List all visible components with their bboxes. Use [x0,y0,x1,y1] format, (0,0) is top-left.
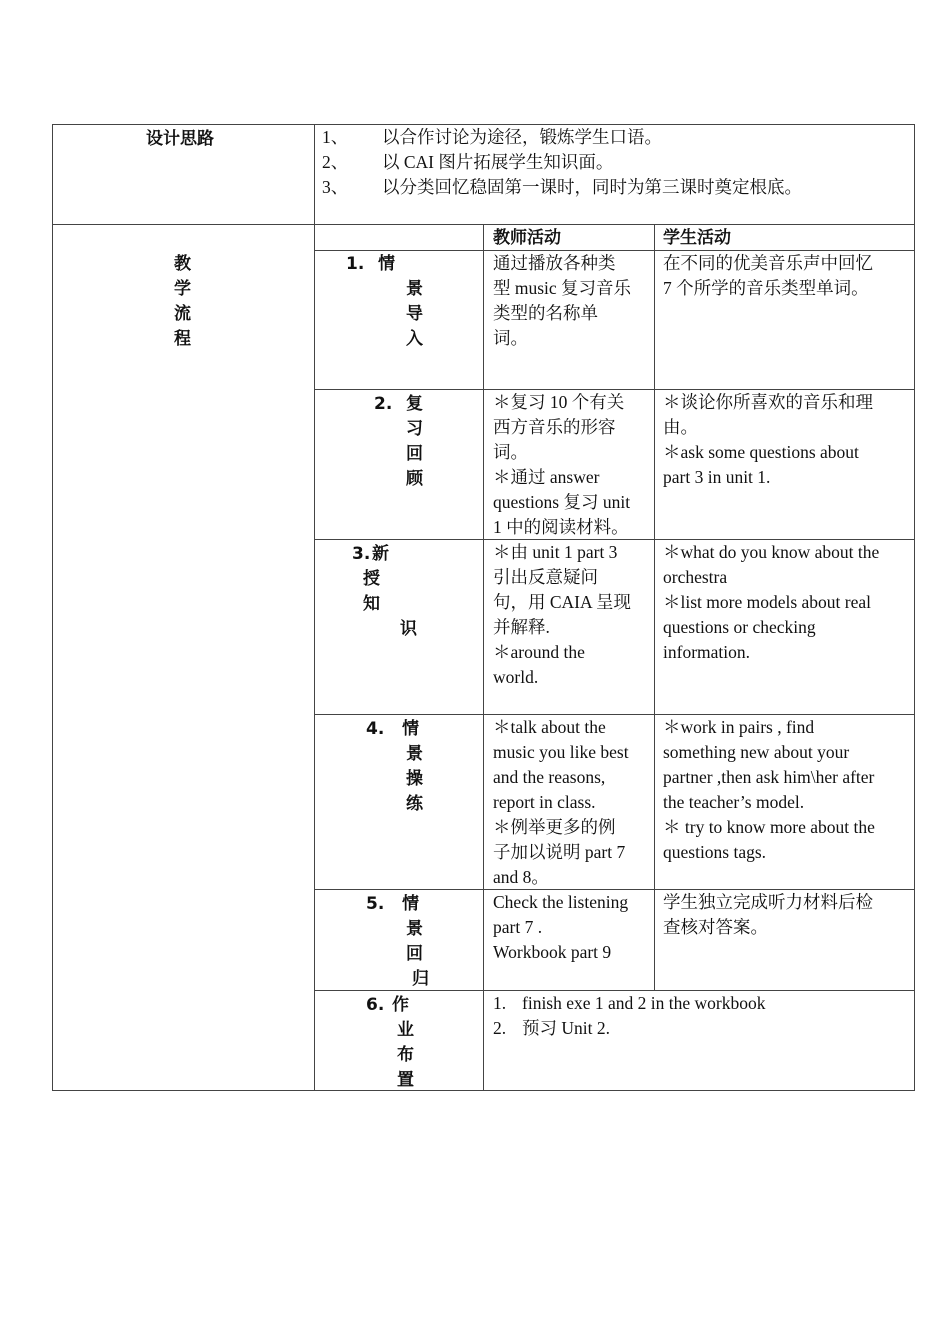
text-line: 子加以说明 part 7 [493,842,626,862]
text-line: ＊work in pairs , find [663,717,815,737]
step-title-char: 回 [406,444,423,464]
table-border-right [914,124,915,1091]
text-line: 类型的名称单 [493,303,598,323]
text-line: ＊谈论你所喜欢的音乐和理 [663,392,873,412]
text-line: something new about your [663,742,850,762]
flow-label-char: 学 [174,279,191,299]
text-line: 引出反意疑问 [493,567,598,587]
text-line: orchestra [663,567,728,587]
text-line: world. [493,667,539,687]
step-title [406,277,426,352]
text-line: ＊由 unit 1 part 3 [493,542,618,562]
step-title-char: 操 [406,769,423,789]
step-title-char: 复 [406,394,423,414]
design-list [322,125,912,200]
step-title-char: 入 [406,329,423,349]
step-title-char: 景 [406,279,423,299]
step-title-char: 景 [406,919,423,939]
step-title [402,717,422,817]
teacher-activity [493,715,629,890]
text-line: 1 中的阅读材料。 [493,517,629,537]
text-line: and the reasons, [493,767,606,787]
student-activity [663,540,879,665]
step-title [402,892,429,992]
step-number: 2. [374,394,393,414]
header-student-activity: 学生活动 [663,228,731,248]
design-item-number: 3、 [322,177,349,197]
step-title-char: 回 [406,944,423,964]
text-line: 查核对答案。 [663,917,768,937]
text-line: 句，用 CAIA 呈现 [493,592,632,612]
homework-item [493,1016,908,1041]
teacher-activity [493,540,631,690]
design-item [322,150,912,175]
design-item-number: 1、 [322,127,349,147]
text-line: 并解释. [493,617,550,637]
homework-list [493,991,908,1041]
text-line: 词。 [493,442,528,462]
step-title [406,392,426,492]
flow-label-char: 流 [174,304,191,324]
step-title-char: 新 [372,544,389,564]
step-title-char: 知 [363,594,380,614]
text-line: ＊what do you know about the [663,542,880,562]
step-title-char: 情 [402,894,419,914]
text-line: report in class. [493,792,596,812]
text-line: 在不同的优美音乐声中回忆 [663,253,873,273]
design-item-text: 以 CAI 图片拓展学生知识面。 [382,152,614,172]
student-activity [663,715,875,865]
step-title-char: 顾 [406,469,423,489]
text-line: music you like best [493,742,629,762]
step-number: 3. [352,544,371,564]
step-title-char: 导 [406,304,423,324]
text-line: 西方音乐的形容 [493,417,616,437]
step-title-char: 授 [363,569,380,589]
text-line: 词。 [493,328,528,348]
text-line: ＊talk about the [493,717,606,737]
text-line: information. [663,642,750,662]
column-divider [314,124,315,1091]
step-title-char: 布 [397,1045,414,1065]
design-item-text: 以合作讨论为途径，锻炼学生口语。 [382,127,662,147]
text-line: ＊ask some questions about [663,442,859,462]
text-line: Check the listening [493,892,629,912]
text-line: partner ,then ask him\her after [663,767,875,787]
text-line: questions tags. [663,842,767,862]
column-divider [654,224,655,991]
teacher-activity [493,390,630,540]
text-line: ＊around the [493,642,585,662]
step-title [397,1018,417,1093]
text-line: 由。 [663,417,698,437]
step-number: 4. [366,719,385,739]
text-line: 通过播放各种类 [493,253,616,273]
design-item-text: 以分类回忆稳固第一课时，同时为第三课时奠定根底。 [382,177,802,197]
text-line: ＊通过 answer [493,467,600,487]
header-teacher-activity: 教师活动 [493,228,561,248]
design-item [322,175,912,200]
step-number: 1. [346,254,365,274]
step-title-char: 识 [400,619,417,639]
text-line: 型 music 复习音乐 [493,278,632,298]
step-title-char: 情 [378,254,395,274]
text-line: part 3 in unit 1. [663,467,771,487]
text-line: Workbook part 9 [493,942,612,962]
step-title-char: 归 [412,969,429,989]
text-line: 7 个所学的音乐类型单词。 [663,278,869,298]
text-line: questions 复习 unit [493,492,631,512]
text-line: the teacher’s model. [663,792,805,812]
text-line: and 8。 [493,867,549,887]
column-divider [483,224,484,1091]
text-line: part 7 . [493,917,543,937]
homework-item-text: 预习 Unit 2. [522,1018,610,1038]
design-label: 设计思路 [146,129,214,149]
student-activity [663,890,873,940]
student-activity [663,390,873,490]
step-number: 6. [366,995,385,1015]
step-title-char: 练 [406,794,423,814]
table-border-left [52,124,53,1091]
step-title-char: 情 [402,719,419,739]
design-item [322,125,912,150]
text-line: ＊ try to know more about the [663,817,875,837]
flow-label-char: 程 [174,329,191,349]
text-line: ＊例举更多的例 [493,817,616,837]
step-title-char: 作 [392,995,409,1015]
teacher-activity [493,890,628,965]
step-title-char: 景 [406,744,423,764]
step-title-char: 习 [406,419,423,439]
homework-item-text: finish exe 1 and 2 in the workbook [522,993,766,1013]
student-activity [663,251,873,301]
teacher-activity [493,251,631,351]
flow-label-char: 教 [174,254,191,274]
text-line: ＊复习 10 个有关 [493,392,625,412]
design-item-number: 2、 [322,152,349,172]
step-title-char: 置 [397,1070,414,1090]
text-line: questions or checking [663,617,816,637]
step-number: 5. [366,894,385,914]
homework-item [493,991,908,1016]
step-title-char: 业 [397,1020,414,1040]
text-line: 学生独立完成听力材料后检 [663,892,873,912]
flow-label [174,252,194,352]
homework-item-number: 1. [493,993,507,1013]
text-line: ＊list more models about real [663,592,872,612]
homework-item-number: 2. [493,1018,507,1038]
